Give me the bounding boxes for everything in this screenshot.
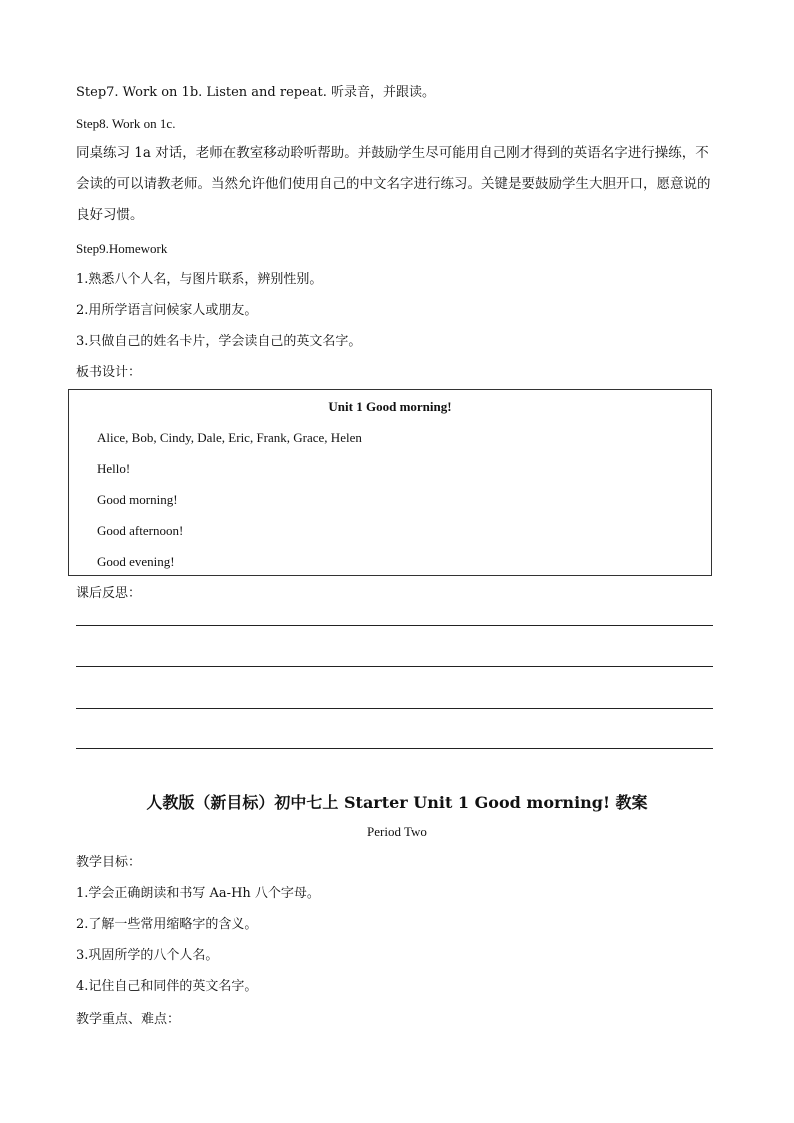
reflection-line-3 bbox=[76, 708, 713, 709]
step7-text: Step7. Work on 1b. Listen and repeat. 听录音，并跟读。 bbox=[76, 85, 436, 100]
board-line-names: Alice, Bob, Cindy, Dale, Eric, Frank, Grace, Helen bbox=[97, 430, 362, 445]
homework-item-2: 2.用所学语言问候家人或朋友。 bbox=[76, 303, 258, 318]
homework-item-1: 1.熟悉八个人名，与图片联系，辨别性别。 bbox=[76, 272, 323, 287]
board-line-afternoon: Good afternoon! bbox=[97, 523, 184, 538]
board-line-evening: Good evening! bbox=[97, 554, 175, 569]
board-design-label: 板书设计： bbox=[76, 365, 142, 380]
lesson-title: 人教版（新目标）初中七上 Starter Unit 1 Good morning! 教案 bbox=[146, 793, 648, 812]
board-title: Unit 1 Good morning! bbox=[328, 399, 452, 414]
board-line-hello: Hello! bbox=[97, 461, 131, 476]
objective-2: 2.了解一些常用缩略字的含义。 bbox=[76, 917, 258, 932]
reflection-label: 课后反思： bbox=[76, 586, 142, 601]
objective-4: 4.记住自己和同伴的英文名字。 bbox=[76, 979, 258, 994]
step8-text: Step8. Work on 1c. bbox=[76, 116, 176, 131]
lesson-period: Period Two bbox=[367, 824, 427, 839]
objective-1: 1.学会正确朗读和书写 Aa-Hh 八个字母。 bbox=[76, 886, 320, 901]
step8-paragraph: 同桌练习 1a 对话，老师在教室移动聆听帮助。并鼓励学生尽可能用自己刚才得到的英语名字进行操练，不会读的可以请教老师。当然允许他们使用自己的中文名字进行练习。关键是要鼓励学生大胆开口，愿意说的良好习惯。 bbox=[76, 145, 711, 223]
board-line-morning: Good morning! bbox=[97, 492, 178, 507]
homework-item-3: 3.只做自己的姓名卡片，学会读自己的英文名字。 bbox=[76, 334, 362, 349]
step9-text: Step9.Homework bbox=[76, 241, 168, 256]
reflection-line-4 bbox=[76, 748, 713, 749]
board-design-box bbox=[68, 389, 712, 576]
reflection-line-1 bbox=[76, 625, 713, 626]
key-points-label: 教学重点、难点： bbox=[76, 1012, 181, 1027]
objectives-label: 教学目标： bbox=[76, 855, 142, 870]
reflection-line-2 bbox=[76, 666, 713, 667]
objective-3: 3.巩固所学的八个人名。 bbox=[76, 948, 219, 963]
